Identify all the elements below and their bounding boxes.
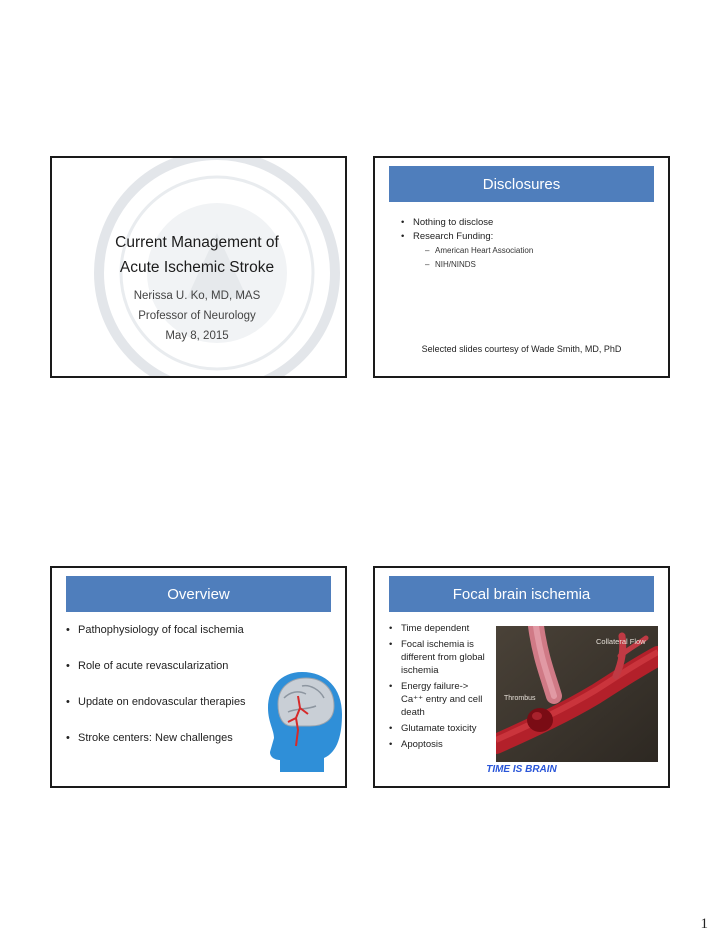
slide-disclosures (373, 156, 670, 378)
overview-list (66, 624, 246, 768)
list-item: • Update on endovascular therapies (66, 696, 246, 732)
list-item (401, 230, 533, 272)
page-number: 1 (700, 916, 708, 932)
list-item: • Time dependent (389, 622, 501, 635)
slide-title-bar: Focal brain ischemia (389, 576, 654, 612)
list-item-label: Research Funding: (413, 231, 494, 242)
list-item: • Glutamate toxicity (389, 722, 501, 735)
title-line-2: Acute Ischemic Stroke (119, 259, 275, 276)
list-item: • Pathophysiology of focal ischemia (66, 624, 246, 660)
author-name: Nerissa U. Ko, MD, MAS (133, 290, 261, 302)
list-item: • Apoptosis (389, 738, 501, 751)
courtesy-note: Selected slides courtesy of Wade Smith, MD, PhD (421, 344, 622, 354)
presentation-date: May 8, 2015 (165, 330, 229, 342)
presenter-info (52, 286, 342, 346)
list-item-continuation: Ca⁺⁺ entry and cell death (401, 694, 483, 718)
sub-list-item: – American Heart Association (425, 244, 533, 258)
slide-title (50, 156, 347, 378)
author-position: Professor of Neurology (138, 310, 256, 322)
blood-vessel-thrombus-illustration (496, 626, 658, 762)
slide-title-bar: Overview (66, 576, 331, 612)
sub-list (425, 244, 533, 272)
ischemia-list (389, 622, 501, 754)
list-item: • Role of acute revascularization (66, 660, 246, 696)
time-is-brain-caption: TIME IS BRAIN (486, 764, 557, 775)
list-item: • Focal ischemia is different from global ischemia (389, 638, 501, 677)
thrombus-label: Thrombus (504, 695, 536, 702)
slide-focal-ischemia (373, 566, 670, 788)
disclosure-list (401, 216, 533, 272)
head-brain-icon (262, 668, 346, 778)
title-line-1: Current Management of (115, 234, 279, 251)
presentation-title (52, 230, 342, 280)
collateral-flow-label: Collateral Flow (596, 637, 646, 646)
slide-title-bar: Disclosures (389, 166, 654, 202)
list-item-label: • Energy failure-> (401, 681, 469, 692)
list-item: • Stroke centers: New challenges (66, 732, 246, 768)
list-item: • Nothing to disclose (401, 216, 533, 230)
slide-overview (50, 566, 347, 788)
sub-list-item: – NIH/NINDS (425, 258, 533, 272)
list-item (389, 680, 501, 719)
